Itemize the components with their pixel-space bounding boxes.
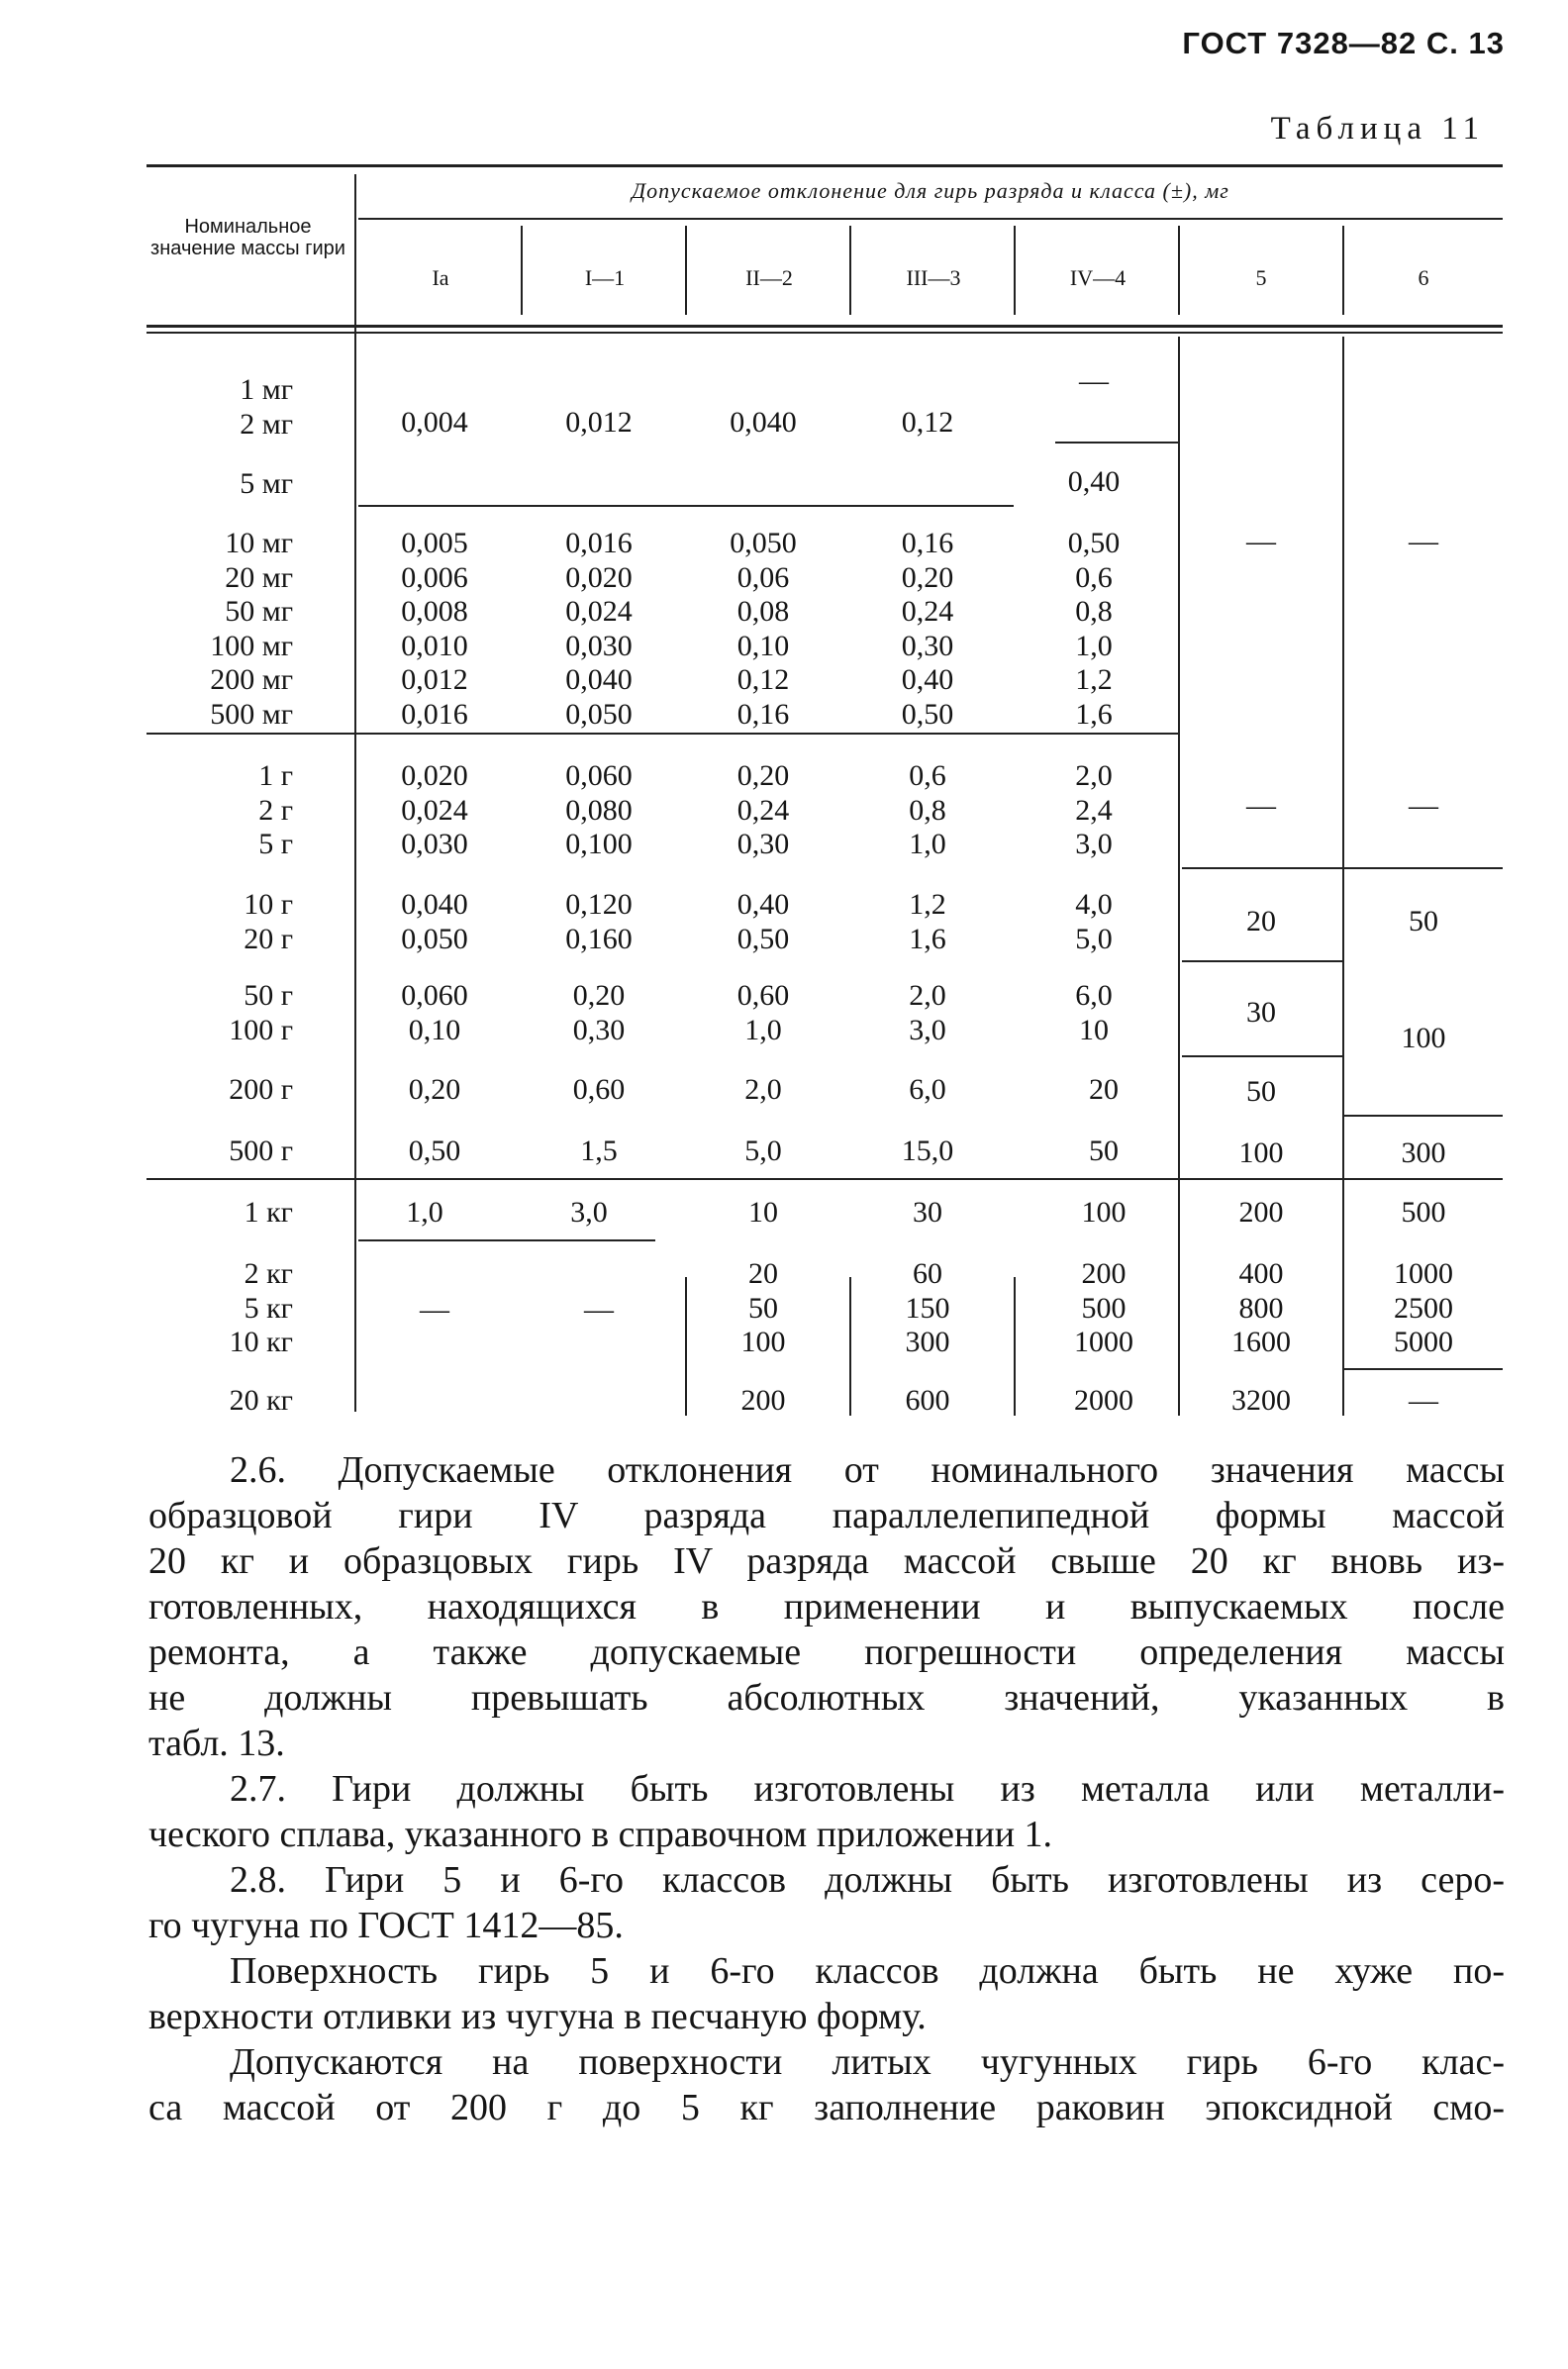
group-column-title: Допускаемое отклонение для гирь разряда и класса (±), мг [632,178,1229,203]
cell-II-2: 0,040 [730,406,797,439]
cell-IV-4: 2000 [1074,1384,1133,1417]
col-rule [1178,337,1180,1416]
row-rule [1182,867,1503,869]
cell-class-5: — [1246,789,1276,822]
col-rule [354,174,356,1412]
cell-class-5: 400 800 1600 [1231,1257,1291,1358]
col-head-6: 6 [1418,265,1429,290]
cell-class-6: 300 [1401,1136,1446,1169]
cell-III-3: 6,0 [909,1073,946,1106]
cell-class-6: — [1409,525,1438,557]
text-line: готовленных, находящихся в применении и выпускаемых после [148,1586,1505,1628]
cell-IV-4: 0,50 0,6 0,8 1,0 1,2 1,6 [1067,527,1121,731]
cell-IV-4: 20 [1089,1073,1119,1106]
cell-I-1: 0,060 0,080 0,100 [565,759,633,860]
paragraph-2-8 [148,1857,1505,1948]
col-rule [849,1277,851,1416]
col-rule [1342,226,1344,315]
cell-class-5: 3200 [1231,1384,1291,1417]
col-head-II-2: II—2 [745,265,793,290]
cell-II-2: 0,60 1,0 [736,979,790,1046]
mass-group: 10 г 20 г [244,888,293,955]
cell-IV-4: — [1079,364,1109,397]
row-rule [1344,1115,1503,1117]
cell-III-3: 0,16 0,20 0,24 0,30 0,40 0,50 [901,527,954,731]
mass-group: 20 кг [229,1384,293,1417]
row-rule [1344,1368,1503,1370]
cell-III-3: 15,0 [901,1135,954,1167]
cell-class-5: 20 [1246,905,1276,938]
mass-group: 500 г [229,1135,293,1167]
text-line: 2.6. Допускаемые отклонения от номинального значения массы [230,1449,1505,1491]
mass-group: 1 кг [244,1196,293,1229]
cell-IV-4: 2,0 2,4 3,0 [1075,759,1113,860]
cell-class-5: — [1246,525,1276,557]
cell-II-2: 0,20 0,24 0,30 [736,759,790,860]
cell-Ia: 0,040 0,050 [401,888,468,955]
header-bottom-rule [147,325,1503,328]
cell-Ia: 1,0 [406,1196,443,1229]
mass-group: 1 г 2 г 5 г [258,759,293,860]
cell-class-5: 30 [1246,996,1276,1029]
cell-I-1: 0,120 0,160 [565,888,633,955]
cell-class-6: — [1409,789,1438,822]
col-head-5: 5 [1255,265,1267,290]
cell-I-1: 1,5 [580,1135,618,1167]
paragraph-repairs [148,2039,1505,2130]
paragraph-surface [148,1948,1505,2039]
text-line: табл. 13. [148,1723,285,1764]
text-line: 20 кг и образцовых гирь IV разряда массой свыше 20 кг вновь из- [148,1540,1505,1582]
cell-II-2: 2,0 [744,1073,782,1106]
running-header: ГОСТ 7328—82 С. 13 [1182,26,1505,60]
table-top-rule [147,164,1503,167]
mass-group: 2 кг 5 кг 10 кг [229,1257,293,1358]
cell-I-1: 0,016 0,020 0,024 0,030 0,040 0,050 [565,527,633,731]
col-head-IV-4: IV—4 [1069,265,1127,290]
mass-group: 10 мг 20 мг 50 мг 100 мг 200 мг 500 мг [210,527,293,731]
col-rule [521,226,523,315]
col-rule [685,226,687,315]
cell-II-2: 0,40 0,50 [736,888,790,955]
cell-I-1: 0,20 0,30 [572,979,626,1046]
cell-IV-4: 6,0 10 [1075,979,1113,1046]
paragraph-2-6 [148,1447,1505,1766]
col-rule [685,1277,687,1416]
cell-IV-4: 0,40 [1067,465,1121,498]
text-line: Допускаются на поверхности литых чугунных гирь 6-го клас- [230,2041,1505,2083]
text-line: образцовой гири IV разряда параллелепипедной формы массой [148,1495,1505,1536]
text-line: са массой от 200 г до 5 кг заполнение раковин эпоксидной смо- [148,2087,1505,2128]
cell-III-3: 1,2 1,6 [909,888,946,955]
text-line: 2.8. Гири 5 и 6-го классов должны быть изготовлены из серо- [230,1859,1505,1901]
text-line: ческого сплава, указанного в справочном приложении 1. [148,1814,1053,1855]
cell-class-6: 50 [1409,905,1438,938]
cell-Ia: 0,20 [408,1073,461,1106]
cell-Ia: — [420,1293,449,1326]
row-rule [1182,960,1342,962]
col-head-I-1: I—1 [584,265,626,290]
mass-column-title: Номинальное значение массы гири [150,216,345,259]
cell-Ia: 0,50 [408,1135,461,1167]
cell-class-5: 200 [1238,1196,1284,1229]
header-bottom-rule-2 [147,332,1503,334]
cell-I-1: — [584,1293,614,1326]
cell-II-2: 20 50 100 [740,1257,786,1358]
cell-Ia: 0,004 [401,406,468,439]
cell-III-3: 0,12 [901,406,954,439]
cell-IV-4: 200 500 1000 [1074,1257,1133,1358]
mass-group: 50 г 100 г [229,979,293,1046]
cell-IV-4: 100 [1081,1196,1127,1229]
mass-group: 200 г [229,1073,293,1106]
row-rule [1055,442,1178,444]
col-rule [1014,1277,1016,1416]
cell-class-6: 1000 2500 5000 [1394,1257,1453,1358]
text-line: Поверхность гирь 5 и 6-го классов должна быть не хуже по- [230,1950,1505,1992]
text-line: верхности отливки из чугуна в песчаную форму. [148,1996,927,2037]
text-line: не должны превышать абсолютных значений, указанных в [148,1677,1505,1719]
cell-class-5: 100 [1238,1136,1284,1169]
cell-class-6: 500 [1401,1196,1446,1229]
text-line: ремонта, а также допускаемые погрешности определения массы [148,1631,1505,1673]
cell-III-3: 2,0 3,0 [909,979,946,1046]
cell-Ia: 0,020 0,024 0,030 [401,759,468,860]
cell-Ia: 0,060 0,10 [401,979,468,1046]
cell-IV-4: 50 [1089,1135,1119,1167]
table-caption: Таблица 11 [1270,111,1485,147]
cell-I-1: 3,0 [570,1196,608,1229]
cell-II-2: 5,0 [744,1135,782,1167]
row-rule [358,1239,655,1241]
col-rule [1178,226,1180,315]
col-head-Ia: Iа [432,265,449,290]
cell-II-2: 200 [740,1384,786,1417]
mass-group: 5 мг [240,467,293,500]
cell-class-6: — [1409,1384,1438,1417]
paragraph-2-7 [148,1766,1505,1857]
cell-III-3: 60 150 300 [905,1257,950,1358]
cell-III-3: 30 [913,1196,942,1229]
cell-III-3: 0,6 0,8 1,0 [909,759,946,860]
col-head-III-3: III—3 [906,265,961,290]
cell-Ia: 0,005 0,006 0,008 0,010 0,012 0,016 [401,527,468,731]
col-rule [1342,337,1344,1416]
cell-II-2: 0,050 0,06 0,08 0,10 0,12 0,16 [730,527,797,731]
col-rule [849,226,851,315]
cell-class-6: 100 [1401,1022,1446,1054]
cell-III-3: 600 [905,1384,950,1417]
cell-II-2: 10 [748,1196,778,1229]
header-sub-rule [358,218,1503,220]
mass-group: 1 мг 2 мг [240,373,293,441]
row-rule [1182,1055,1342,1057]
row-rule [358,505,1014,507]
cell-class-5: 50 [1246,1075,1276,1108]
text-line: 2.7. Гири должны быть изготовлены из металла или металли- [230,1768,1505,1810]
cell-IV-4: 4,0 5,0 [1075,888,1113,955]
row-rule [147,733,1178,735]
col-rule [1014,226,1016,315]
row-rule [147,1178,1503,1180]
text-line: го чугуна по ГОСТ 1412—85. [148,1905,624,1946]
cell-I-1: 0,012 [565,406,633,439]
cell-I-1: 0,60 [572,1073,626,1106]
